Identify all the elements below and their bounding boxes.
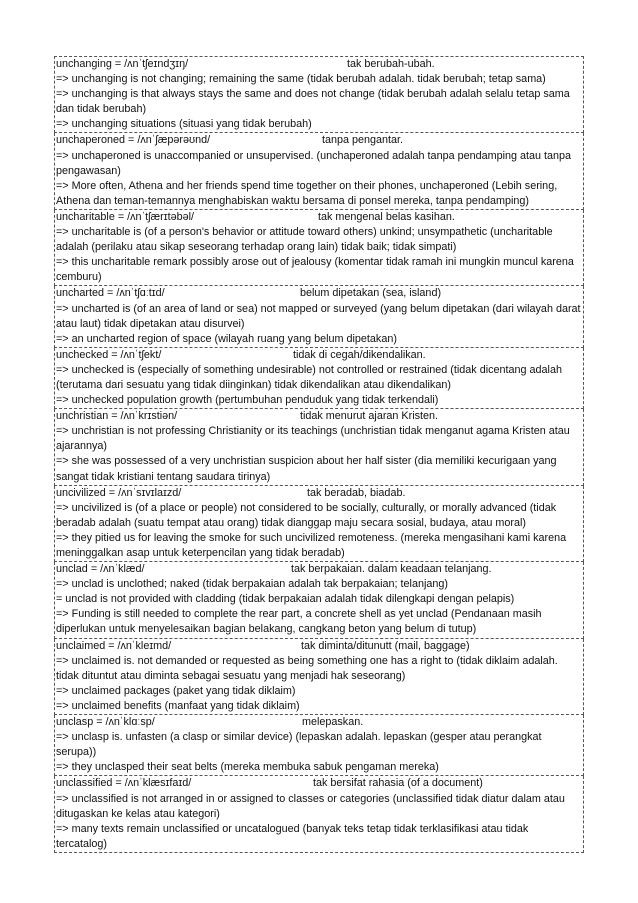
definition-line: => unchecked is (especially of something undesirable) not controlled or restrained (tidak dicentang adalah (terutama dari sesuatu yang tidak diinginkan) tidak dikendalikan atau dikendalikan) [56, 363, 562, 391]
entry-headline [56, 210, 582, 225]
entry-headline [56, 486, 582, 501]
headword-pronunciation: unchecked = /ʌnˈtʃekt/ [56, 348, 162, 361]
headword-meaning: tak berubah-ubah. [347, 58, 435, 70]
headword-meaning: tak berpakaian. dalam keadaan telanjang. [291, 563, 492, 576]
entry-headline [56, 715, 582, 730]
headword-pronunciation: unchaperoned = /ʌnˈʃæpərəʊnd/ [56, 134, 211, 147]
definition-line: => Funding is still needed to complete the rear part, a concrete shell as yet unclad (Pendanaan masih diperlukan untuk menyelesaikan bagian belakang, cangkang beton yang belum di tutup) [56, 608, 542, 636]
dictionary-entry [54, 562, 584, 638]
definition-line: => this uncharitable remark possibly arose out of jealousy (komentar tidak ramah ini mungkin muncul karena cemburu) [56, 256, 574, 284]
definition-line: => unchaperoned is unaccompanied or unsupervised. (unchaperoned adalah tanpa pendamping atau tanpa pengawasan) [56, 149, 572, 177]
definition-line: => unclaimed packages (paket yang tidak diklaim) [56, 684, 296, 697]
definition-line: => many texts remain unclassified or uncatalogued (banyak teks tetap tidak terklasifikasi atau tidak tercatalog) [56, 822, 529, 850]
document-body [54, 56, 584, 853]
dictionary-entry [54, 486, 584, 562]
entry-headline [56, 57, 582, 72]
definition-line: => unchanging is that always stays the same and does not change (tidak berubah adalah selalu tetap sama dan tidak berubah) [56, 88, 570, 116]
dictionary-entry [54, 409, 584, 485]
headword-pronunciation: uncharitable = /ʌnˈtʃærɪtəbəl/ [56, 210, 194, 223]
definition-line: => uncivilized is (of a place or people) not considered to be socially, culturally, or morally advanced (tidak beradab adalah (suatu tempat atau orang) tidak dianggap maju secara sosial, budaya, atau moral) [56, 501, 557, 529]
dictionary-entry [54, 286, 584, 347]
dictionary-entry [54, 348, 584, 409]
entry-headline [56, 562, 582, 577]
definition-line: => unclasp is. unfasten (a clasp or similar device) (lepaskan adalah. lepaskan (gesper atau perangkat serupa)) [56, 731, 542, 759]
headword-meaning: tidak menurut ajaran Kristen. [300, 410, 439, 423]
headword-meaning: tidak di cegah/dikendalikan. [293, 348, 426, 361]
headword-meaning: belum dipetakan (sea, island) [300, 287, 442, 300]
definition-line: => unclassified is not arranged in or assigned to classes or categories (unclassified tidak diatur dalam atau ditugaskan ke kelas atau kategori) [56, 792, 565, 820]
definition-line: => uncharitable is (of a person's behavior or attitude toward others) unkind; unsympathetic (uncharitable adalah (perilaku atau sikap seseorang terhadap orang lain) tidak baik; tidak simpati) [56, 226, 553, 254]
definition-line: => she was possessed of a very unchristian suspicion about her half sister (dia memiliki kecurigaan yang sangat tidak kristiani tentang saudara tirinya) [56, 455, 557, 483]
headword-pronunciation: unclasp = /ʌnˈklɑːsp/ [56, 716, 155, 729]
headword-pronunciation: unclad = /ʌnˈklæd/ [56, 563, 145, 576]
dictionary-entry [54, 56, 584, 133]
definition-line: => unchecked population growth (pertumbuhan penduduk yang tidak terkendali) [56, 394, 439, 407]
headword-pronunciation: uncivilized = /ʌnˈsɪvɪlaɪzd/ [56, 486, 182, 499]
definition-line: => they unclasped their seat belts (mereka membuka sabuk pengaman mereka) [56, 761, 439, 774]
definition-line: => they pitied us for leaving the smoke for such uncivilized remoteness. (mereka mengasihani kami karena meninggalkan asap untuk keterpencilan yang tidak beradab) [56, 531, 567, 559]
headword-meaning: tak bersifat rahasia (of a document) [313, 777, 483, 790]
dictionary-entry [54, 776, 584, 852]
definition-line: => unclaimed is. not demanded or requested as being something one has a right to (tidak diklaim adalah. tidak dituntut atau diminta sebagai sesuatu yang menjadi hak seseorang) [56, 654, 558, 682]
headword-meaning: tak mengenal belas kasihan. [318, 210, 455, 223]
definition-line: => uncharted is (of an area of land or sea) not mapped or surveyed (yang belum dipetakan (dari wilayah darat atau laut) tidak dipetakan atau disurvei) [56, 302, 581, 330]
definition-line: => unclaimed benefits (manfaat yang tidak diklaim) [56, 699, 300, 712]
entry-headline [56, 409, 582, 424]
entry-headline [56, 133, 582, 148]
definition-line: = unclad is not provided with cladding (tidak berpakaian adalah tidak dilengkapi dengan pelapis) [56, 593, 515, 606]
definition-line: => unchristian is not professing Christianity or its teachings (unchristian tidak menganut agama Kristen atau ajarannya) [56, 425, 570, 453]
headword-meaning: tak diminta/ditunutt (mail, baggage) [301, 639, 470, 652]
headword-pronunciation: unchristian = /ʌnˈkrɪstiən/ [56, 410, 178, 423]
definition-line: => More often, Athena and her friends spend time together on their phones, unchaperoned (Lebih sering, Athena dan teman-temannya menghabiskan waktu bersama di ponsel mereka, tanpa pendamping) [56, 179, 558, 207]
dictionary-entry [54, 133, 584, 209]
headword-pronunciation: unchanging = /ʌnˈtʃeɪndʒɪŋ/ [56, 58, 189, 70]
dictionary-entry [54, 210, 584, 286]
definition-line: => unchanging situations (situasi yang tidak berubah) [56, 118, 312, 131]
headword-pronunciation: unclaimed = /ʌnˈkleɪmd/ [56, 639, 172, 652]
headword-pronunciation: uncharted = /ʌnˈtʃɑːtɪd/ [56, 287, 165, 300]
headword-meaning: tak beradab, biadab. [307, 486, 406, 499]
definition-line: => an uncharted region of space (wilayah ruang yang belum dipetakan) [56, 332, 397, 345]
dictionary-entry [54, 639, 584, 715]
entry-headline [56, 776, 582, 791]
dictionary-entry [54, 715, 584, 776]
headword-meaning: tanpa pengantar. [322, 134, 404, 147]
entry-headline [56, 286, 582, 301]
headword-meaning: melepaskan. [302, 716, 364, 729]
definition-line: => unchanging is not changing; remaining the same (tidak berubah adalah. tidak berubah; tetap sama) [56, 73, 546, 86]
entry-headline [56, 348, 582, 363]
definition-line: => unclad is unclothed; naked (tidak berpakaian adalah tak berpakaian; telanjang) [56, 578, 448, 591]
entry-headline [56, 639, 582, 654]
headword-pronunciation: unclassified = /ʌnˈklæsɪfaɪd/ [56, 777, 192, 790]
